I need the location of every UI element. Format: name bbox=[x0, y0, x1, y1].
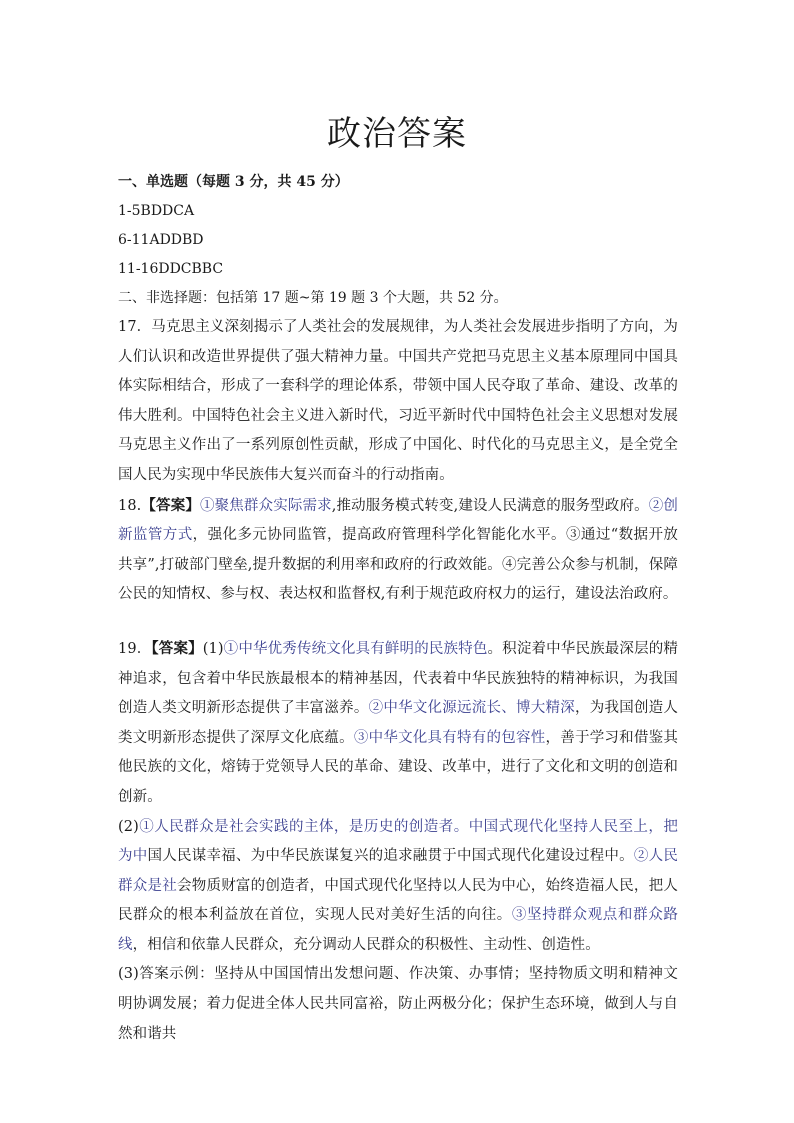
spacer bbox=[118, 610, 678, 634]
answer-point: ②人民群众是社 bbox=[118, 848, 679, 894]
answer-label: 【答案】 bbox=[151, 639, 203, 657]
question-19-part1 bbox=[118, 634, 678, 813]
section1-heading: 一、单选题（每题 3 分，共 45 分） bbox=[118, 174, 349, 190]
answer-point: ①人民群众是社会实践的主体，是历史的创造者。中国式现代化坚持人民至上，把为中 bbox=[118, 818, 678, 865]
answer-line-3: 11-16DDCBBC bbox=[118, 261, 224, 277]
question-17-answer: 17．马克思主义深刻揭示了人类社会的发展规律，为人类社会发展进步指明了方向，为人们认识和改造世界提供了强大精神力量。中国共产党把马克思主义基本原理同中国具体实际相结合，形成了一套科学的理论体系，带领中国人民夺取了革命、建设、改革的伟大胜利。中国特色社会主义进入新时代，习近平新时代中国特色社会主义思想对发展马克思主义作出了一系列原创性贡献，形成了中国化、时代化的马克思主义，是全党全国人民为实现中华民族伟大复兴而奋斗的行动指南。 bbox=[118, 319, 678, 483]
question-18-answer bbox=[118, 491, 678, 610]
question-19-part2 bbox=[118, 813, 678, 961]
answer-text: 会物质财富的创造者，中国式现代化坚持以人民为中心，始终造福人民，把人民群众的根本利益放在首位，实现人民对美好生活的向往。 bbox=[118, 877, 678, 924]
answer-line-1: 1-5BDDCA bbox=[118, 203, 195, 219]
answer-point: ③中华文化具有特有的包容性 bbox=[353, 729, 546, 746]
answer-text: 国人民谋幸福、为中华民族谋复兴的追求融贯于中国式现代化建设过程中。 bbox=[147, 848, 634, 865]
section2-heading: 二、非选择题：包括第 17 题~第 19 题 3 个大题，共 52 分。 bbox=[118, 290, 508, 306]
answer-text: ，相信和依靠人民群众，充分调动人民群众的积极性、主动性、创造性。 bbox=[132, 936, 600, 953]
answer-point: ①中华优秀传统文化具有鲜明的民族特色 bbox=[223, 640, 488, 657]
answer-text: ，为我国创造人类文明新形态提供了深厚文化底蕴。 bbox=[118, 700, 679, 746]
answer-line-2: 6-11ADDBD bbox=[118, 232, 204, 248]
answer-text: ,推动服务模式转变,建设人民满意的服务型政府。 bbox=[331, 497, 649, 514]
question-19-number: 19． bbox=[118, 640, 152, 657]
answer-point: ①聚焦群众实际需求 bbox=[199, 497, 332, 514]
answer-point: ②创新监管方式 bbox=[118, 497, 678, 544]
answer-text: ，强化多元协同监管，提高政府管理科学化智能化水平。③通过“数据开放共享”,打破部门壁垒,提升数据的利用率和政府的行政效能。④完善公众参与机制，保障公民的知情权、参与权、表达权和监督权,有利于规范政府权力的运行，建设法治政府。 bbox=[118, 527, 679, 603]
question-18-number: 18. bbox=[118, 497, 142, 514]
answer-point: ③坚持群众观点和群众路线 bbox=[118, 907, 678, 953]
answer-point: ②中华文化源远流长、博大精深 bbox=[368, 700, 575, 717]
answer-text: 。积淀着中华民族最深层的精神追求，包含着中华民族最根本的精神基因，代表着中华民族独特的精神标识，为我国创造人类文明新形态提供了丰富滋养。 bbox=[118, 640, 678, 717]
part-prefix: (1) bbox=[202, 640, 224, 657]
answer-label: 【答案】 bbox=[141, 496, 200, 514]
question-19-part3: (3)答案示例：坚持从中国国情出发想问题、作决策、办事情；坚持物质文明和精神文明协调发展；着力促进全体人民共同富裕，防止两极分化；保护生态环境，做到人与自然和谐共 bbox=[118, 966, 678, 1042]
part-prefix: (2) bbox=[118, 818, 139, 835]
answer-text: ，善于学习和借鉴其他民族的文化，熔铸于党领导人民的革命、建设、改革中，进行了文化和文明的创造和创新。 bbox=[118, 729, 678, 805]
document-body bbox=[118, 168, 678, 1049]
page-title: 政治答案 bbox=[327, 114, 467, 154]
